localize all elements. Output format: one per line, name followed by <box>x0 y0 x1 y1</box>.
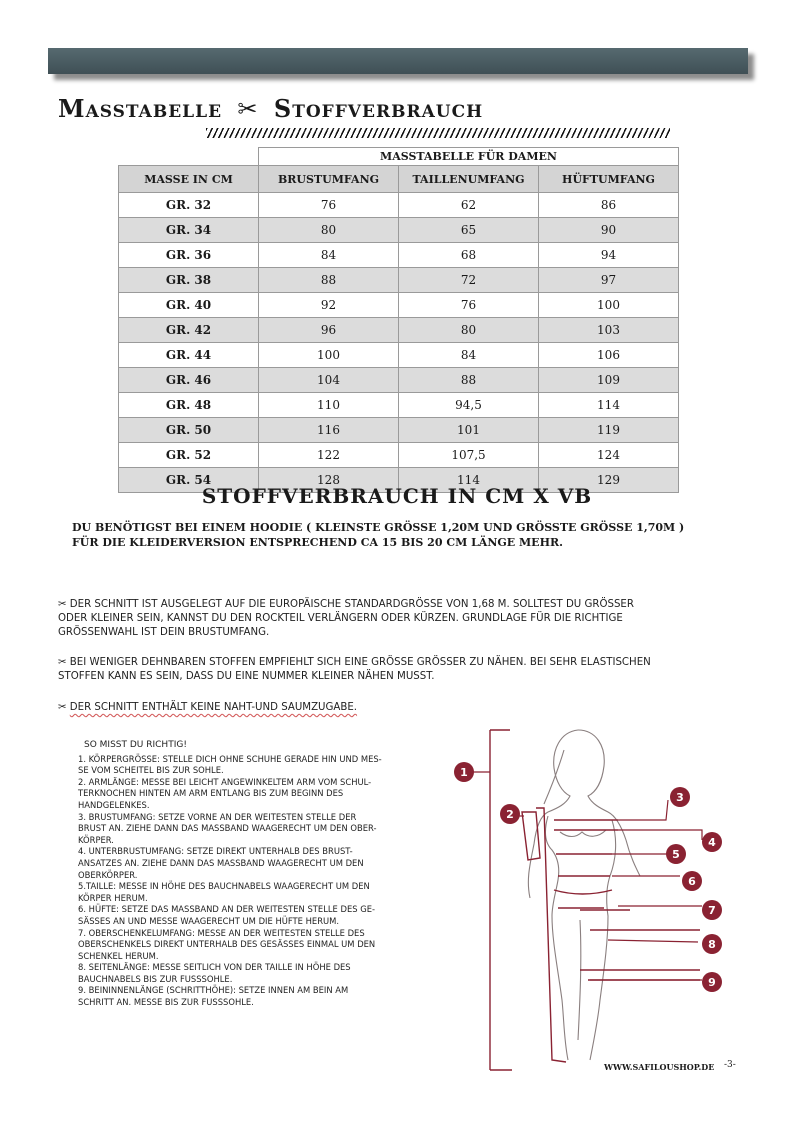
waist-cell: 88 <box>399 368 539 393</box>
instruction-line: 5.TAILLE: MESSE IN HÖHE DES BAUCHNABELS WAAGERECHT UM DEN <box>78 881 370 892</box>
waist-cell: 65 <box>399 218 539 243</box>
bust-cell: 122 <box>259 443 399 468</box>
waist-cell: 80 <box>399 318 539 343</box>
hip-cell: 103 <box>539 318 679 343</box>
marker-9 <box>702 972 722 992</box>
marker-6 <box>682 871 702 891</box>
size-table <box>118 147 679 493</box>
fabric-line: FÜR DIE KLEIDERVERSION ENTSPRECHEND CA 15 BIS 20 CM LÄNGE MEHR. <box>72 536 563 549</box>
scissors-icon: ✂ <box>58 657 67 668</box>
waist-cell: 76 <box>399 293 539 318</box>
waist-cell: 107,5 <box>399 443 539 468</box>
waist-cell: 114 <box>399 468 539 493</box>
hip-cell: 114 <box>539 393 679 418</box>
table-row <box>119 418 679 443</box>
instruction-line: KÖRPER. <box>78 834 114 845</box>
note-line: GRÖSSENWAHL IST DEIN BRUSTUMFANG. <box>58 627 270 638</box>
header-bar <box>48 48 748 74</box>
bust-cell: 88 <box>259 268 399 293</box>
table-row <box>119 193 679 218</box>
size-cell: GR. 50 <box>119 418 259 443</box>
size-cell: GR. 38 <box>119 268 259 293</box>
bust-cell: 96 <box>259 318 399 343</box>
table-caption: MASSTABELLE FÜR DAMEN <box>259 148 679 166</box>
bust-cell: 92 <box>259 293 399 318</box>
measuring-heading: SO MISST DU RICHTIG! <box>84 740 187 750</box>
hip-cell: 100 <box>539 293 679 318</box>
table-row <box>119 268 679 293</box>
marker-label: 1 <box>460 766 468 779</box>
size-cell: GR. 40 <box>119 293 259 318</box>
body-measurement-figure <box>440 720 740 1080</box>
bust-cell: 76 <box>259 193 399 218</box>
instruction-line: SCHENKEL HERUM. <box>78 950 159 961</box>
scissors-icon: ✂ <box>58 702 67 713</box>
fabric-usage-title: STOFFVERBRAUCH IN CM X VB <box>201 484 593 508</box>
waist-cell: 62 <box>399 193 539 218</box>
marker-4 <box>702 832 722 852</box>
instruction-line: 1. KÖRPERGRÖSSE: STELLE DICH OHNE SCHUHE GERADE HIN UND MES- <box>78 753 382 764</box>
scissors-icon: ✂ <box>237 95 259 123</box>
instruction-line: 9. BEININNENLÄNGE (SCHRITTHÖHE): SETZE INNEN AM BEIN AM <box>78 985 349 996</box>
instruction-line: OBERKÖRPER. <box>78 869 138 880</box>
waist-cell: 72 <box>399 268 539 293</box>
body-outline <box>528 730 640 1060</box>
measuring-instructions <box>78 740 458 1009</box>
hip-cell: 119 <box>539 418 679 443</box>
size-cell: GR. 48 <box>119 393 259 418</box>
note-line: DER SCHNITT IST AUSGELEGT AUF DIE EUROPÄISCHE STANDARDGRÖSSE VON 1,68 M. SOLLTEST DU GRÖSSER <box>69 599 634 610</box>
instruction-line: SCHRITT AN. MESSE BIS ZUR FUSSSOHLE. <box>78 997 254 1008</box>
instruction-line: ANSATZES AN. ZIEHE DANN DAS MASSBAND WAAGERECHT UM DEN <box>78 857 364 868</box>
scissors-icon: ✂ <box>58 599 67 610</box>
marker-7 <box>702 900 722 920</box>
size-cell: GR. 36 <box>119 243 259 268</box>
marker-label: 2 <box>506 808 514 821</box>
instruction-line: TERKNOCHEN HINTEN AM ARM ENTLANG BIS ZUM BEGINN DES <box>78 788 344 799</box>
instruction-line: 6. HÜFTE: SETZE DAS MASSBAND AN DER WEITESTEN STELLE DES GE- <box>78 904 376 915</box>
instruction-line: HANDGELENKES. <box>78 799 150 810</box>
measure-lines <box>490 730 700 1070</box>
table-row <box>119 243 679 268</box>
table-row <box>119 318 679 343</box>
instruction-line: 4. UNTERBRUSTUMFANG: SETZE DIREKT UNTERHALB DES BRUST- <box>78 846 353 857</box>
table-row <box>119 293 679 318</box>
footer-website: WWW.SAFILOUSHOP.DE <box>604 1062 715 1072</box>
note-line: DER SCHNITT ENTHÄLT KEINE NAHT-UND SAUMZUGABE. <box>69 702 358 713</box>
marker-label: 5 <box>672 848 680 861</box>
marker-1 <box>454 762 474 782</box>
bust-cell: 104 <box>259 368 399 393</box>
instruction-line: BRUST AN. ZIEHE DANN DAS MASSBAND WAAGERECHT UM DEN OBER- <box>78 823 377 834</box>
table-row <box>119 343 679 368</box>
instruction-line: 3. BRUSTUMFANG: SETZE VORNE AN DER WEITESTEN STELLE DER <box>78 811 357 822</box>
marker-label: 8 <box>708 938 716 951</box>
page-number: -3- <box>724 1060 736 1070</box>
page-title <box>58 94 483 123</box>
size-cell: GR. 52 <box>119 443 259 468</box>
marker-label: 6 <box>688 875 696 888</box>
marker-label: 4 <box>708 836 716 849</box>
note-stretch-fabric <box>58 656 748 684</box>
table-row <box>119 368 679 393</box>
table-row <box>119 443 679 468</box>
waist-cell: 101 <box>399 418 539 443</box>
size-cell: GR. 44 <box>119 343 259 368</box>
hip-cell: 90 <box>539 218 679 243</box>
marker-label: 3 <box>676 791 684 804</box>
bust-cell: 116 <box>259 418 399 443</box>
marker-8 <box>702 934 722 954</box>
title-left: Masstabelle <box>58 94 223 123</box>
size-cell: GR. 42 <box>119 318 259 343</box>
header-size: MASSE IN CM <box>119 166 259 193</box>
hip-cell: 106 <box>539 343 679 368</box>
size-cell: GR. 34 <box>119 218 259 243</box>
bust-cell: 110 <box>259 393 399 418</box>
instruction-line: 8. SEITENLÄNGE: MESSE SEITLICH VON DER TAILLE IN HÖHE DES <box>78 962 351 973</box>
instruction-line: KÖRPER HERUM. <box>78 892 148 903</box>
table-row <box>119 393 679 418</box>
marker-label: 7 <box>708 904 716 917</box>
header-waist: TAILLENUMFANG <box>399 166 539 193</box>
table-row <box>119 218 679 243</box>
bust-cell: 100 <box>259 343 399 368</box>
hip-cell: 97 <box>539 268 679 293</box>
size-cell: GR. 46 <box>119 368 259 393</box>
waist-cell: 84 <box>399 343 539 368</box>
hip-cell: 109 <box>539 368 679 393</box>
bust-cell: 84 <box>259 243 399 268</box>
marker-2 <box>500 804 520 824</box>
bust-cell: 80 <box>259 218 399 243</box>
instruction-line: 2. ARMLÄNGE: MESSE BEI LEICHT ANGEWINKELTEM ARM VOM SCHUL- <box>78 776 372 787</box>
hip-cell: 94 <box>539 243 679 268</box>
waist-cell: 68 <box>399 243 539 268</box>
instruction-line: OBERSCHENKELS DIREKT UNTERHALB DES GESÄSSES EINMAL UM DEN <box>78 939 376 950</box>
marker-label: 9 <box>708 976 716 989</box>
bust-cell: 128 <box>259 468 399 493</box>
header-bust: BRUSTUMFANG <box>259 166 399 193</box>
note-line: ODER KLEINER SEIN, KANNST DU DEN ROCKTEIL VERLÄNGERN ODER KÜRZEN. GRUNDLAGE FÜR DIE RICHTIGE <box>58 613 623 624</box>
waist-cell: 94,5 <box>399 393 539 418</box>
size-cell: GR. 32 <box>119 193 259 218</box>
fabric-line: DU BENÖTIGST BEI EINEM HOODIE ( KLEINSTE GRÖSSE 1,20M UND GRÖSSTE GRÖSSE 1,70M ) <box>72 521 685 534</box>
marker-5 <box>666 844 686 864</box>
instruction-line: BAUCHNABELS BIS ZUR FUSSSOHLE. <box>78 973 233 984</box>
hip-cell: 124 <box>539 443 679 468</box>
marker-3 <box>670 787 690 807</box>
note-line: STOFFEN KANN ES SEIN, DASS DU EINE NUMMER KLEINER NÄHEN MUSST. <box>58 671 435 682</box>
note-standard-size <box>58 598 748 640</box>
title-right: Stoffverbrauch <box>273 94 484 123</box>
hip-cell: 86 <box>539 193 679 218</box>
hip-cell: 129 <box>539 468 679 493</box>
header-hip: HÜFTUMFANG <box>539 166 679 193</box>
instruction-line: SE VOM SCHEITEL BIS ZUR SOHLE. <box>78 765 224 776</box>
instruction-line: SÄSSES AN UND MESSE WAAGERECHT UM DIE HÜFTE HERUM. <box>78 915 340 926</box>
note-line: BEI WENIGER DEHNBAREN STOFFEN EMPFIEHLT SICH EINE GRÖSSE GRÖSSER ZU NÄHEN. BEI SEHR ELASTISCHEN <box>69 657 651 668</box>
instruction-line: 7. OBERSCHENKELUMFANG: MESSE AN DER WEITESTEN STELLE DES <box>78 927 365 938</box>
fabric-usage-text <box>72 520 732 550</box>
title-hatch-divider <box>206 128 670 138</box>
note-seam-allowance <box>58 701 748 715</box>
size-cell: GR. 54 <box>119 468 259 493</box>
